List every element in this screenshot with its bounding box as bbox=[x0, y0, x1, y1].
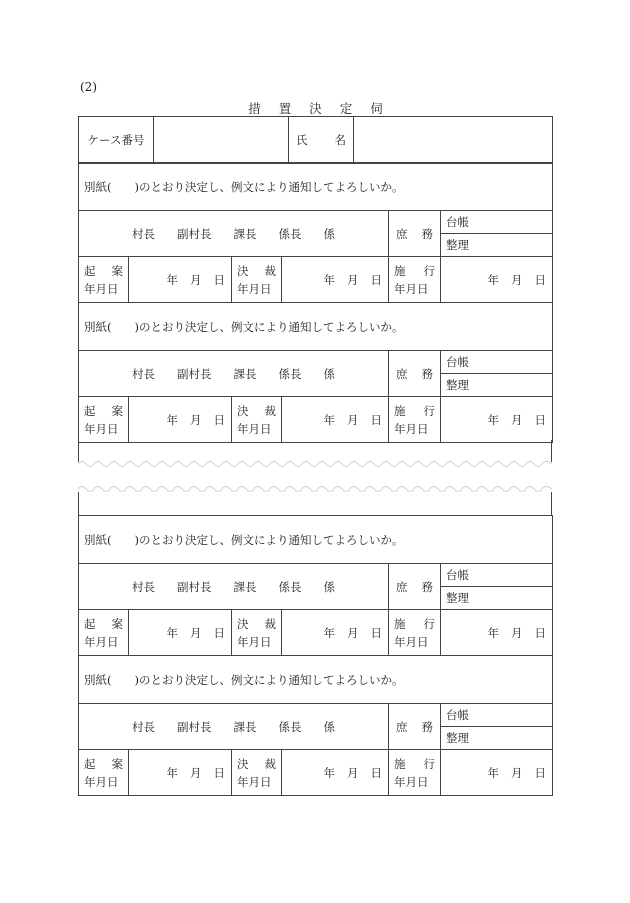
kessai-label bbox=[232, 750, 282, 796]
seiri-label: 整理 bbox=[441, 587, 553, 610]
decision-text: 別紙( )のとおり決定し、例文により通知してよろしいか。 bbox=[79, 303, 553, 351]
day-label: 日 bbox=[213, 625, 225, 640]
year-label: 年 bbox=[166, 765, 178, 780]
day-label: 日 bbox=[370, 625, 382, 640]
kian-a: 起 bbox=[84, 403, 96, 418]
day-label: 日 bbox=[370, 272, 382, 287]
kian-b: 案 bbox=[111, 263, 123, 278]
kessai-a: 決 bbox=[237, 403, 249, 418]
daicho-label: 台帳 bbox=[441, 704, 553, 727]
role-label: 課長 bbox=[233, 719, 257, 734]
shiko-date[interactable] bbox=[441, 397, 553, 443]
section-number: (2) bbox=[80, 80, 97, 94]
kian-label bbox=[79, 610, 129, 656]
daicho-label: 台帳 bbox=[441, 211, 553, 234]
ymd-label: 年月日 bbox=[84, 774, 119, 789]
name-label-a: 氏 bbox=[296, 133, 308, 147]
shiko-b: 行 bbox=[423, 616, 435, 631]
year-label: 年 bbox=[487, 412, 500, 427]
shiko-label bbox=[389, 610, 441, 656]
month-label: 月 bbox=[190, 765, 202, 780]
seiri-label: 整理 bbox=[441, 374, 553, 397]
day-label: 日 bbox=[213, 272, 225, 287]
role-label: 課長 bbox=[233, 366, 257, 381]
role-label: 課長 bbox=[233, 226, 257, 241]
day-label: 日 bbox=[370, 412, 382, 427]
form-table-top bbox=[78, 116, 553, 164]
shiko-label bbox=[389, 397, 441, 443]
year-label: 年 bbox=[323, 765, 335, 780]
kessai-date[interactable] bbox=[282, 257, 389, 303]
name-label bbox=[289, 117, 354, 164]
kessai-label bbox=[232, 610, 282, 656]
shomu-b: 務 bbox=[421, 579, 433, 594]
shomu-a: 庶 bbox=[396, 366, 408, 381]
kessai-a: 決 bbox=[237, 756, 249, 771]
shiko-label bbox=[389, 257, 441, 303]
decision-block bbox=[78, 655, 553, 796]
year-label: 年 bbox=[166, 412, 178, 427]
role-label: 係 bbox=[323, 719, 335, 734]
year-label: 年 bbox=[487, 625, 500, 640]
approval-roles bbox=[79, 351, 389, 397]
shiko-date[interactable] bbox=[441, 750, 553, 796]
shiko-date[interactable] bbox=[441, 610, 553, 656]
month-label: 月 bbox=[347, 272, 359, 287]
month-label: 月 bbox=[347, 412, 359, 427]
kian-label bbox=[79, 397, 129, 443]
shomu-a: 庶 bbox=[396, 226, 408, 241]
shiko-date[interactable] bbox=[441, 257, 553, 303]
role-label: 係長 bbox=[278, 579, 302, 594]
shomu-label bbox=[389, 211, 441, 257]
kessai-b: 裁 bbox=[264, 616, 276, 631]
shiko-a: 施 bbox=[394, 403, 406, 418]
decision-text: 別紙( )のとおり決定し、例文により通知してよろしいか。 bbox=[79, 656, 553, 704]
role-label: 村長 bbox=[132, 579, 155, 594]
kian-b: 案 bbox=[111, 616, 123, 631]
kian-label bbox=[79, 750, 129, 796]
shiko-a: 施 bbox=[394, 756, 406, 771]
title-char: 定 bbox=[339, 101, 353, 116]
ymd-label: 年月日 bbox=[237, 421, 272, 436]
ymd-label: 年月日 bbox=[84, 634, 119, 649]
title-char: 措 bbox=[248, 101, 261, 116]
year-label: 年 bbox=[323, 272, 335, 287]
frame-right-edge bbox=[551, 492, 552, 516]
name-field[interactable] bbox=[354, 117, 553, 164]
day-label: 日 bbox=[213, 765, 225, 780]
role-label: 村長 bbox=[132, 366, 155, 381]
approval-roles bbox=[79, 564, 389, 610]
kian-date[interactable] bbox=[129, 610, 232, 656]
approval-roles bbox=[79, 704, 389, 750]
day-label: 日 bbox=[534, 412, 547, 427]
shomu-b: 務 bbox=[421, 226, 433, 241]
shiko-b: 行 bbox=[423, 263, 435, 278]
seiri-label: 整理 bbox=[441, 727, 553, 750]
shomu-b: 務 bbox=[421, 366, 433, 381]
ymd-label: 年月日 bbox=[237, 774, 272, 789]
month-label: 月 bbox=[190, 412, 202, 427]
daicho-label: 台帳 bbox=[441, 351, 553, 374]
year-label: 年 bbox=[487, 765, 500, 780]
kessai-label bbox=[232, 257, 282, 303]
ymd-label: 年月日 bbox=[394, 421, 429, 436]
title-char: 伺 bbox=[370, 101, 383, 116]
shomu-a: 庶 bbox=[396, 579, 408, 594]
kian-a: 起 bbox=[84, 756, 96, 771]
daicho-label: 台帳 bbox=[441, 564, 553, 587]
kian-date[interactable] bbox=[129, 397, 232, 443]
shiko-a: 施 bbox=[394, 263, 406, 278]
month-label: 月 bbox=[511, 625, 523, 640]
day-label: 日 bbox=[213, 412, 225, 427]
kian-b: 案 bbox=[111, 756, 123, 771]
kian-a: 起 bbox=[84, 263, 96, 278]
year-label: 年 bbox=[323, 412, 335, 427]
ymd-label: 年月日 bbox=[394, 281, 429, 296]
decision-text: 別紙( )のとおり決定し、例文により通知してよろしいか。 bbox=[79, 163, 553, 211]
kessai-b: 裁 bbox=[264, 263, 276, 278]
title-char: 置 bbox=[278, 101, 292, 116]
role-label: 副村長 bbox=[177, 366, 212, 381]
decision-text: 別紙( )のとおり決定し、例文により通知してよろしいか。 bbox=[79, 516, 553, 564]
month-label: 月 bbox=[190, 625, 202, 640]
shiko-a: 施 bbox=[394, 616, 406, 631]
kian-b: 案 bbox=[111, 403, 123, 418]
role-label: 副村長 bbox=[177, 719, 212, 734]
month-label: 月 bbox=[511, 765, 523, 780]
role-label: 村長 bbox=[132, 719, 155, 734]
form-title bbox=[78, 99, 553, 117]
shomu-label bbox=[389, 351, 441, 397]
kessai-a: 決 bbox=[237, 263, 249, 278]
role-label: 係 bbox=[323, 366, 335, 381]
kessai-date[interactable] bbox=[282, 397, 389, 443]
role-label: 係 bbox=[323, 226, 335, 241]
ymd-label: 年月日 bbox=[394, 774, 429, 789]
kian-a: 起 bbox=[84, 616, 96, 631]
kian-label bbox=[79, 257, 129, 303]
decision-block bbox=[78, 515, 553, 656]
shomu-label bbox=[389, 704, 441, 750]
month-label: 月 bbox=[511, 272, 523, 287]
kessai-b: 裁 bbox=[264, 403, 276, 418]
day-label: 日 bbox=[534, 625, 547, 640]
shiko-b: 行 bbox=[423, 403, 435, 418]
month-label: 月 bbox=[347, 625, 359, 640]
frame-left-edge bbox=[78, 492, 79, 516]
month-label: 月 bbox=[190, 272, 202, 287]
approval-roles bbox=[79, 211, 389, 257]
role-label: 係長 bbox=[278, 366, 302, 381]
month-label: 月 bbox=[347, 765, 359, 780]
name-label-b: 名 bbox=[334, 133, 346, 147]
case-number-field[interactable] bbox=[154, 117, 289, 164]
year-label: 年 bbox=[166, 272, 178, 287]
month-label: 月 bbox=[511, 412, 523, 427]
ymd-label: 年月日 bbox=[237, 634, 272, 649]
kessai-label bbox=[232, 397, 282, 443]
role-label: 係長 bbox=[278, 719, 302, 734]
day-label: 日 bbox=[534, 765, 547, 780]
year-label: 年 bbox=[323, 625, 335, 640]
ymd-label: 年月日 bbox=[394, 634, 429, 649]
shomu-label bbox=[389, 564, 441, 610]
kian-date[interactable] bbox=[129, 750, 232, 796]
ymd-label: 年月日 bbox=[84, 281, 119, 296]
shomu-b: 務 bbox=[421, 719, 433, 734]
decision-block bbox=[78, 302, 553, 443]
role-label: 課長 bbox=[233, 579, 257, 594]
title-char: 決 bbox=[309, 101, 322, 116]
role-label: 村長 bbox=[132, 226, 155, 241]
role-label: 副村長 bbox=[177, 579, 212, 594]
role-label: 副村長 bbox=[177, 226, 212, 241]
role-label: 係 bbox=[323, 579, 335, 594]
ymd-label: 年月日 bbox=[84, 421, 119, 436]
decision-block bbox=[78, 162, 553, 303]
kessai-date[interactable] bbox=[282, 610, 389, 656]
kian-date[interactable] bbox=[129, 257, 232, 303]
kessai-a: 決 bbox=[237, 616, 249, 631]
shomu-a: 庶 bbox=[396, 719, 408, 734]
ymd-label: 年月日 bbox=[237, 281, 272, 296]
page-break-wave-bottom bbox=[78, 484, 552, 494]
kessai-date[interactable] bbox=[282, 750, 389, 796]
day-label: 日 bbox=[534, 272, 547, 287]
case-number-label: ケース番号 bbox=[79, 117, 154, 164]
day-label: 日 bbox=[370, 765, 382, 780]
seiri-label: 整理 bbox=[441, 234, 553, 257]
role-label: 係長 bbox=[278, 226, 302, 241]
year-label: 年 bbox=[487, 272, 500, 287]
year-label: 年 bbox=[166, 625, 178, 640]
shiko-label bbox=[389, 750, 441, 796]
shiko-b: 行 bbox=[423, 756, 435, 771]
kessai-b: 裁 bbox=[264, 756, 276, 771]
page-break-wave-top bbox=[78, 459, 552, 469]
